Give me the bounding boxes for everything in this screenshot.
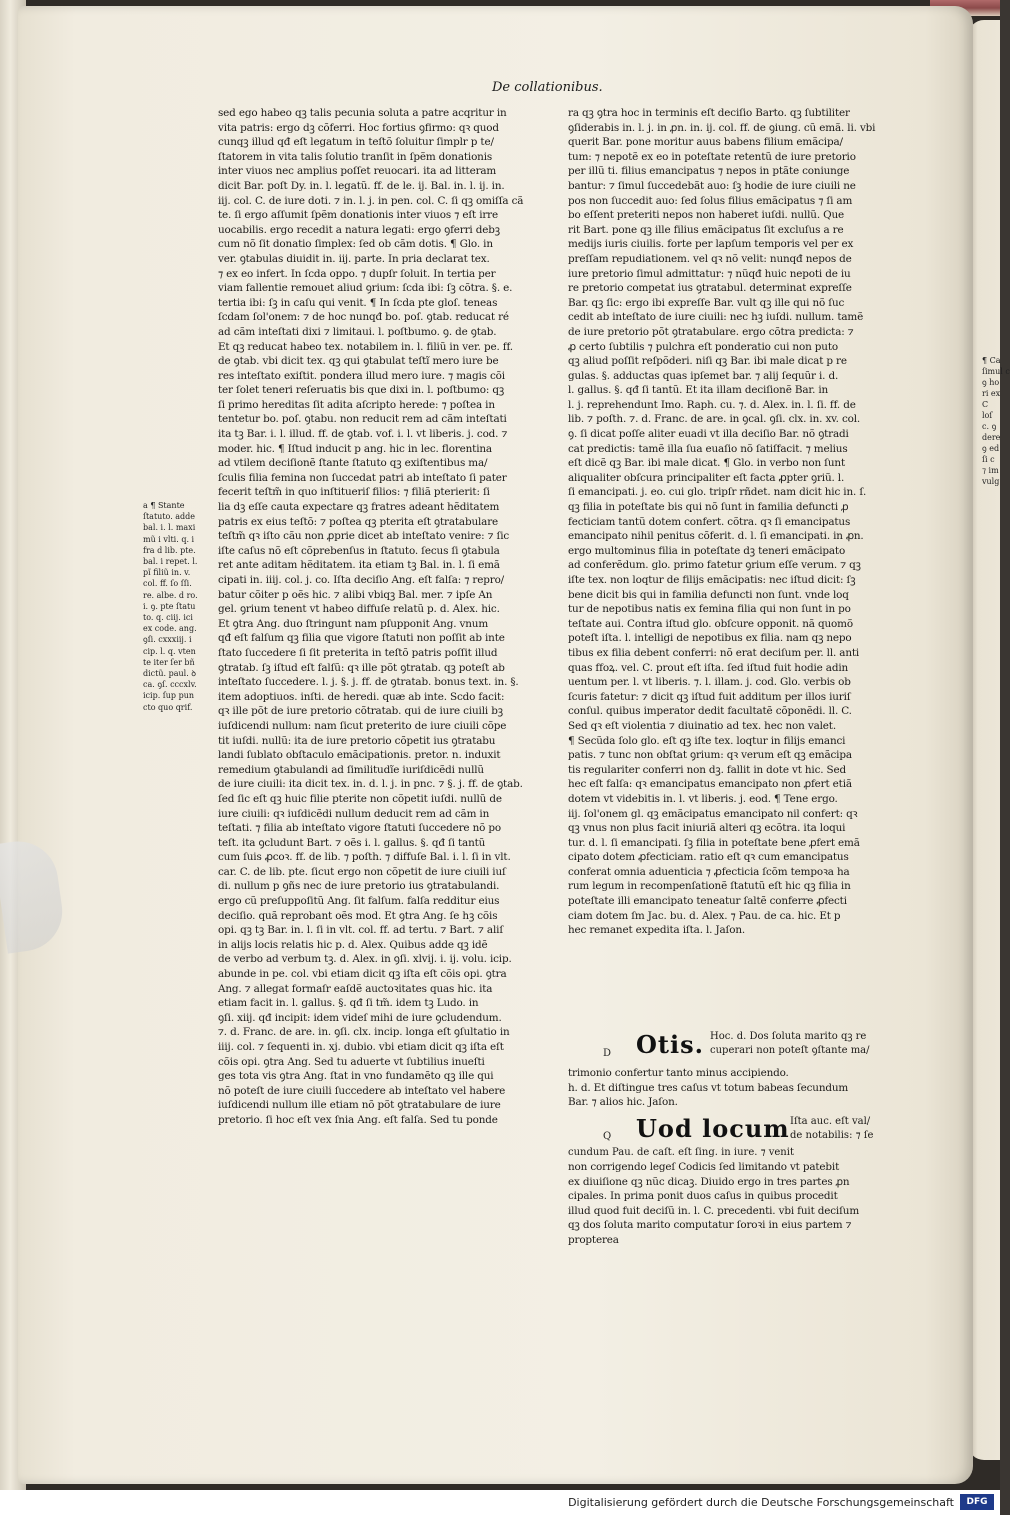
text-line: iij. ſol'onem gl. qꝫ emãcipatus emancipato nil confert: qꝛ [568,807,858,820]
section-q-guide-letter: Q [603,1131,612,1142]
margin-note-line: to. q. ciij. ici [143,613,193,623]
text-line: uentum per. l. vt liberis. ⁊. l. illam. j. cod. Glo. verbis ob [568,676,851,689]
text-line: vita patris: ergo dꝫ cõferri. Hoc fortius ꝯfirmo: qꝛ quod [218,121,499,134]
text-line: ⁊. d. Franc. de are. in. ꝯſi. clx. incip. longa eſt ꝯſultatio in [218,1026,510,1039]
section-q-text [568,1160,916,1248]
margin-note-line: a ¶ Stante [143,501,185,510]
text-line: per illũ ti. filius emancipatus ⁊ nepos in ptãte coniunge [568,165,850,178]
facing-page-line: ꝯ ed [982,444,1000,453]
text-line: iuſdicendi nullum ille etiam nõ põt ꝯtratabulare de iure [218,1099,501,1112]
text-line: di. nullum p ꝯñs nec de iure pretorio ius ꝯtratabulandi. [218,880,500,893]
running-title: De collationibus. [492,80,603,95]
text-line: medijs iuris ciuilis. forte per lapſum temporis vel per ex [568,238,854,251]
text-line: ter ſolet teneri reſeruatis bis que dixi in. l. poſtbumo: qꝫ [218,384,505,397]
text-line: bantur: ⁊ ſimul ſuccedebãt auo: ſꝫ hodie de iure ciuili ne [568,179,856,192]
text-line: poteſtate illi emancipato teneatur ſaltẽ conferre ꝓfecti [568,895,847,908]
text-line: iſte tex. non loqtur de filijs emãcipatis: nec iſtud dicit: ſꝫ [568,574,856,586]
facing-page-line: c. ꝯ [982,422,997,431]
text-line: non corrigendo legeſ Codicis ſed limitando vt patebit [568,1161,840,1173]
text-line: res inteſtato exiſtit. pondera illud mero iure. ⁊ magis cõi [218,369,505,382]
text-line: conferat omnia aduenticia ⁊ ꝓfecticia ſcõm tempoꝛa ha [568,865,850,878]
margin-note-line: cip. l. q. vten [143,646,196,656]
text-line: nõ poteſt de iure ciuili ſuccedere ab inteſtato vel habere [218,1084,506,1097]
section-d-guide-letter: D [603,1048,612,1059]
text-line: tum: ⁊ nepotẽ ex eo in poteſtate retentũ de iure pretorio [568,150,856,163]
text-line: te. ſi ergo aſſumit ſpẽm donationis inter viuos ⁊ eſt irre [218,209,498,222]
text-line: ergo multominus filia in poteſtate dꝫ teneri emãcipato [568,544,846,557]
text-line: teſtati. ⁊ filia ab inteſtato vigore ſtatuti ſuccedere nõ po [218,822,501,835]
margin-note-line: dictũ. paul. ꝺ [143,669,197,679]
text-line: ſtato ſuccedere ſi ſit preterita in teſtõ patris poſſit illud [218,646,498,659]
text-line: Et qꝫ reducat habeo tex. notabilem in. l. filiũ in ver. pe. ff. [218,340,513,353]
text-line: cedit ab inteſtato de iure ciuili: nec hꝫ iuſdi. nullum. tamẽ [568,311,864,324]
text-line: ita tꝫ Bar. i. l. illud. ff. de ꝯtab. vof. i. l. vt liberis. j. cod. ⁊ [218,428,508,441]
text-line: dotem vt videbitis in. l. vt liberis. j. eod. ¶ Tene ergo. [568,792,838,805]
text-line: l. j. reprehendunt Imo. Raph. cu. ⁊. d. Alex. in. l. ſi. ff. de [568,398,856,411]
margin-note-line: i. ꝯ. pte ſtatu [143,601,196,611]
text-line: ¶ Secũda ſolo glo. eſt qꝫ iſte tex. loqtur in filijs emanci [568,734,846,747]
margin-note-line: mũ i vlti. q. i [143,534,195,544]
text-line: hec remanet expedita iſta. l. Jaſon. [568,924,746,937]
text-line: fecticiam tantũ dotem confert. cõtra. qꝛ ſi emancipatus [568,515,851,528]
text-line: de iure pretorio põt ꝯtratabulare. ergo cõtra predicta: ⁊ [568,325,854,338]
footer-credit: Digitalisierung gefördert durch die Deutsche Forschungsgemeinschaft [568,1496,954,1509]
text-line: ſtatorem in vita talis ſolutio tranſit in ſpẽm donationis [218,150,493,163]
text-line: Bar. ⁊ alios hic. Jaſon. [568,1096,678,1109]
text-line: bene dicit bis qui in familia defuncti non ſunt. vnde loq [568,588,849,601]
text-line: lib. ⁊ poſth. ⁊. d. Franc. de are. in ꝯcal. ꝯſi. clx. in. xv. col. [568,413,861,426]
text-line: iiij. col. ⁊ ſequenti in. xj. dubio. vbi etiam dicit qꝫ iſta eſt [218,1041,504,1053]
text-line: lia dꝫ eſſe cauta expectare qꝫ fratres adeant hẽditatem [218,501,500,514]
text-line: aliqualiter obſcura principaliter eſt facta ꝓpter ꝯriũ. l. [568,471,845,484]
text-line: illud quod fuit deciſũ in. l. C. precedenti. vbi fuit deciſum [568,1204,860,1217]
text-line: moder. hic. ¶ Iſtud inducit p ang. hic in lec. florentina [218,442,492,455]
section-q-side-line-1: Iſta auc. eſt val/ [790,1116,871,1127]
text-line: l. gallus. §. qđ ſi tantũ. Et ita illam deciſionẽ Bar. in [568,384,829,397]
text-line: querit Bar. pone moritur auus babens filium emãcipa/ [568,136,843,149]
facing-page-line: ⁊ im [982,466,999,475]
text-line: de verbo ad verbum tꝫ. d. Alex. in ꝯſi. xlvij. i. ij. volu. icip. [218,953,512,966]
text-line: ad vtilem deciſionẽ ſtante ſtatuto qꝫ exiſtentibus ma/ [218,457,488,470]
margin-note-line: bal. i repet. l. [143,557,198,567]
text-line: iuſdicendi nullum: nam ſicut preterito de iure ciuili cõpe [218,719,507,732]
text-line: pos non ſuccedit auo: ſed ſolus filius emãcipatus ⁊ ſi am [568,194,853,207]
text-line: ciam dotem ſm Jac. bu. d. Alex. ⁊ Pau. de ca. hic. Et p [568,909,841,922]
text-line: hec eſt falſa: qꝛ emancipatus emancipato non ꝓfert etiã [568,778,852,791]
section-d-heading: Otis. [636,1030,704,1059]
text-line: ergo cũ preſuppoſitũ Ang. ſit falſum. falſa redditur eius [218,895,500,908]
margin-note-line: cto quo qrif. [143,702,193,712]
text-line: inter viuos nec amplius poſſet reuocari. ita ad litteram [218,165,497,178]
section-q-side-line-3: cundum Pau. de caſt. eſt ſing. in iure. ⁊ venit [568,1147,794,1158]
text-line: gel. ꝯrium tenent vt habeo diffuſe relatũ p. d. Alex. hic. [218,603,500,616]
section-d-side-line-2: cuperari non poteſt ꝯſtante ma/ [710,1045,870,1056]
text-line: tentetur bo. poſ. ꝯtabu. non reducit rem ad cãm inteſtati [218,413,507,426]
text-line: fecerit teſtm̃ in quo inſtitueriſ filios: ⁊ filiã pterierit: ſi [218,486,490,499]
text-line: landi ſublato obſtaculo emãcipationis. pretor. n. induxit [218,749,501,762]
margin-note-line: col. ff. ſo ſſi. [143,579,192,589]
text-line: ꝯſiderabis in. l. j. in ꝓn. in. ij. col. ff. de ꝯiung. cũ emã. li. vbi [568,121,876,134]
text-line: ad conferẽdum. glo. primo fatetur ꝯrium eſſe verum. ⁊ qꝫ [568,559,861,572]
text-line: deciſio. quã reprobant oẽs mod. Et ꝯtra Ang. ſe hꝫ cõis [218,909,498,922]
dfg-logo: DFG [960,1494,994,1510]
text-line: car. C. de lib. pte. ſicut ergo non cõpetit de iure ciuili iuſ [218,865,506,878]
text-line: cum ſuis ꝓcoꝛ. ff. de lib. ⁊ poſth. ⁊ diffuſe Bal. i. l. ſi in vlt. [218,851,511,864]
text-line: re pretorio competat ius ꝯtratabul. determinat expreſſe [568,282,852,295]
text-line: teſtm̃ qꝛ iſto cãu non ꝓprie dicet ab inteſtato venire: ⁊ ſic [218,530,510,543]
text-line: sed ego habeo qꝫ talis pecunia soluta a patre acqritur in [218,107,507,119]
margin-note-line: ex code. ang. [143,624,197,634]
text-line: teſtate aui. Contra iſtud glo. obſcure opponit. nã quomõ [568,617,853,630]
text-line: rit Bart. pone qꝫ ille filius emãcipatus ſit excluſus a re [568,223,844,236]
text-line: tit iuſdi. nullũ: ita de iure pretorio cõpetit ius ꝯtratabu [218,734,496,747]
text-line: qꝫ vnus non plus facit iniuriã alteri qꝫ ecõtra. ita loqui [568,822,846,835]
text-line: cõis opi. ꝯtra Ang. Sed tu aduerte vt ſubtilius inueſti [218,1055,485,1068]
text-line: gulas. §. adductas quas ipſemet bar. ⁊ alij ſequũr i. d. [568,369,839,382]
text-line: ſi primo hereditas ſit adita aſcripto herede: ⁊ poſtea in [218,398,495,411]
text-line: item adoptiuos. inſti. de heredi. quæ ab inte. Scdo facit: [218,690,505,703]
section-d-text [568,1066,916,1110]
facing-page-line: ri ex [982,389,1001,398]
facing-page-line: C [982,400,989,409]
margin-note-line: fra d lib. pte. [143,545,196,555]
text-line: opi. qꝫ tꝫ Bar. in. l. ſi in vlt. col. ff. ad tertu. ⁊ Bart. ⁊ aliſ [218,924,504,937]
text-line: de ꝯtab. vbi dicit tex. qꝫ qui ꝯtabulat teſtĩ mero iure be [218,355,499,368]
text-line: qꝫ filia in poteſtate bis qui nõ ſunt in familia defuncti ꝓ [568,501,849,514]
margin-note-line: ca. ꝯſ. cccxlv. [143,680,197,690]
text-line: remedium ꝯtabulandi ad ſimilitudĩe iuriſdicẽdi nullũ [218,763,484,776]
text-line: ſi emancipati. j. eo. cui glo. tripſr rñdet. nam dicit hic in. ſ. [568,486,867,499]
text-line: ret ante aditam hẽditatem. ita etiam tꝫ Bal. in. l. ſi emã [218,559,500,572]
text-line: qꝫ aliud poſſit reſpõderi. niſi qꝫ Bar. ibi male dicat p re [568,355,847,368]
text-line: rum legum in recompenſationẽ ſtatutũ eſt hic qꝫ filia in [568,880,851,893]
facing-page-line: vulg [982,477,1000,486]
text-line: qꝛ ille põt de iure pretorio cõtratab. qui de iure ciuili bꝫ [218,705,503,718]
text-line: cipales. In prima ponit duos caſus in quibus procedit [568,1190,838,1203]
margin-note-line: bal. i. l. maxi [143,523,196,533]
text-line: trimonio confertur tanto minus accipiendo. [568,1067,789,1079]
section-d-side-line-1: Hoc. d. Dos ſoluta marito qꝫ re [710,1031,867,1042]
text-line: poteſt iſta. l. intelligi de nepotibus ex filia. nam qꝫ nepo [568,632,852,645]
text-line: propterea [568,1233,619,1246]
margin-note [143,500,218,713]
text-line: iure ciuili: qꝛ iuſdicẽdi nullum deducit rem ad cãm in [218,807,490,820]
text-line: uocabilis. ergo recedit a natura legati: ergo ꝯferri debꝫ [218,223,500,236]
left-text-column [218,106,544,1128]
text-line: in alijs locis relatis hic p. d. Alex. Quibus adde qꝫ idẽ [218,938,488,951]
text-line: ex diuiſione qꝫ nũc dicaꝫ. Diuido ergo in tres partes ꝓn [568,1175,850,1188]
text-line: ra qꝫ ꝯtra hoc in terminis eſt deciſio Barto. qꝫ ſubtiliter [568,107,850,119]
margin-note-line: ſtatuto. adde [143,512,196,522]
text-line: tertia ibi: ſꝫ in caſu qui venit. ¶ In ſcda pte gloſ. teneas [218,296,498,309]
text-line: abunde in pe. col. vbi etiam dicit qꝫ iſta eſt cõis opi. ꝯtra [218,968,507,981]
text-line: ꝯ. ſi dicat poſſe aliter euadi vt illa deciſio Bar. nõ ꝯtradi [568,428,849,441]
text-line: cunqꝫ illud qđ eſt legatum in teſtõ ſoluitur ſimplr p te/ [218,136,494,149]
text-line: cipato dotem ꝓfecticiam. ratio eſt qꝛ cum emancipatus [568,851,849,864]
facing-page-line: ſimul c [982,367,1010,376]
text-line: Ang. ⁊ allegat formaſr eaſdẽ auctoꝛitates quas hic. ita [218,982,493,995]
text-line: eſt dicẽ qꝫ Bar. ibi male dicat. ¶ Glo. in verbo non ſunt [568,457,845,470]
text-line: patris ex eius teſtõ: ⁊ poſtea qꝫ pterita eſt ꝯtratabulare [218,515,499,528]
text-line: ſculis filia femina non ſuccedat patri ab inteſtato ſi pater [218,471,507,484]
section-q-side-line-2: de notabilis: ⁊ ſe [790,1130,874,1141]
text-line: Sed qꝛ eſt violentia ⁊ diuinatio ad tex. hec non valet. [568,719,836,732]
margin-note-line: ꝯſi. cxxxiij. i [143,635,192,645]
text-line: h. d. Et diſtingue tres caſus vt totum babeas ſecundum [568,1081,849,1094]
text-line: viam fallentie remouet aliud ꝯrium: ſcda ibi: ſꝫ cõtra. §. e. [218,282,513,295]
text-line: pretorio. ſi hoc eſt vex ſnia Ang. eſt falſa. Sed tu ponde [218,1113,498,1126]
text-line: iſte caſus nõ eſt cõprebenſus in ſtatuto. ſecus ſi ꝯtabula [218,544,500,557]
facing-page-line: dere [982,433,1001,442]
text-line: tur de nepotibus natis ex femina filia qui non ſunt in po [568,603,851,616]
text-line: quas ffoꝝ. vel. C. prout eſt iſta. ſed iſtud fuit hodie adin [568,661,849,674]
text-line: Bar. qꝫ ſic: ergo ibi expreſſe Bar. vult qꝫ ille qui nõ ſuc [568,296,845,309]
margin-note-line: icip. ſup pun [143,691,195,701]
text-line: ſcuris fatetur: ⁊ dicit qꝫ iſtud fuit additum per illos iuriſ [568,690,851,703]
footer-bar [0,1490,1000,1515]
text-line: iure pretorio ſimul admittatur: ⁊ nũqđ huic nepoti de iu [568,267,851,280]
text-line: bo eſſent preteriti nepos non haberet iuſdi. nullũ. Que [568,209,845,222]
text-line: ꝓ certo ſubtilis ⁊ pulchra eſt ponderatio cui non puto [568,340,838,353]
text-line: ges tota vis ꝯtra Ang. ſtat in vno fundamẽto qꝫ ille qui [218,1070,494,1083]
text-line: ſcdam ſol'onem: ⁊ de hoc nunqđ bo. poſ. ꝯtab. reducat ré [218,311,509,324]
margin-note-line: re. albe. d ro. [143,590,198,600]
text-line: iij. col. C. de iure doti. ⁊ in. l. j. in pen. col. C. ſi qꝫ omiſſa cã [218,194,524,207]
text-line: etiam facit in. l. gallus. §. qđ ſi tm̃. idem tꝫ Ludo. in [218,997,479,1010]
facing-page-text [982,355,1010,487]
facing-page-line: loſ [982,411,993,420]
text-line: dicit Bar. poſt Dy. in. l. legatũ. ff. de le. ij. Bal. in. l. ij. in. [218,179,505,192]
text-line: patis. ⁊ tunc non obſtat ꝯrium: qꝛ verum eſt qꝫ emãcipa [568,749,852,762]
text-line: teſt. ita ꝯcludunt Bart. ⁊ oẽs i. l. gallus. §. qđ ſi tantũ [218,836,486,849]
text-line: tibus ex filia debent conferri: nõ erat deciſum per. ll. anti [568,646,860,659]
text-line: cipati in. iiij. col. j. co. Iſta deciſio Ang. eſt falſa: ⁊ repro/ [218,574,505,586]
text-line: ver. ꝯtabulas diuidit in. iij. parte. In pria declarat tex. [218,252,490,265]
section-q-heading: Uod locum [636,1114,790,1143]
right-text-column [568,106,916,938]
text-line: ꝯſi. xiij. qđ incipit: idem videſ mihi de iure ꝯcludendum. [218,1011,502,1024]
margin-note-line: te iter ſer bñ [143,657,195,667]
margin-note-line: pĩ filiũ in. v. [143,568,191,578]
text-line: de iure ciuili: ita dicit tex. in. d. l. j. in pnc. ⁊ §. j. ff. de ꝯtab. [218,778,523,791]
text-line: ꝯtratab. ſꝫ iſtud eſt falſũ: qꝛ ille põt ꝯtratab. qꝫ poteſt ab [218,661,505,674]
facing-page-line: ¶ Ca [982,356,1001,365]
text-line: qđ eſt falſum qꝫ filia que vigore ſtatuti non poſſit ab inte [218,632,505,645]
text-line: ſed ſic eſt qꝫ huic filie pterite non cõpetit iuſdi. nullũ de [218,792,502,805]
text-line: qꝫ dos ſoluta marito computatur ſoroꝛi in eius partem ⁊ [568,1219,852,1232]
text-line: batur cõiter p oẽs hic. ⁊ alibi vbiqꝫ Bal. mer. ⁊ ipſe An [218,588,493,601]
text-line: ⁊ ex eo infert. In ſcda oppo. ⁊ dupſr ſoluit. In tertia per [218,267,496,280]
facing-page-line: ſi c [982,455,995,464]
text-line: tis regulariter conferri non dꝫ. fallit in dote vt hic. Sed [568,763,847,776]
text-line: emancipato nihil penitus cõferit. d. l. ſi emancipati. in ꝓn. [568,530,864,543]
text-line: inteſtato ſuccedere. l. j. §. j. ff. de ꝯtratab. bonus text. in. §. [218,676,519,689]
text-line: preſſam repudiationem. vel qꝛ nõ velit: nunqđ nepos de [568,252,852,265]
text-line: conſul. quibus imperator dedit facultatẽ cõponẽdi. ll. C. [568,705,852,718]
text-line: cum nõ ſit donatio ſimplex: ſed ob cãm dotis. ¶ Glo. in [218,238,493,251]
text-line: cat predictis: tamẽ illa ſua euaſio nõ ſatiſfacit. ⁊ melius [568,442,848,455]
text-line: tur. d. l. ſi emancipati. ſꝫ filia in poteſtate bene ꝓfert emã [568,836,860,849]
text-line: Et ꝯtra Ang. duo ſtringunt nam pſupponit Ang. vnum [218,617,489,630]
facing-page-line: ꝯ ho [982,378,1000,387]
text-line: ad cãm inteſtati dixi ⁊ limitaui. l. poſtbumo. ꝯ. de ꝯtab. [218,325,497,338]
